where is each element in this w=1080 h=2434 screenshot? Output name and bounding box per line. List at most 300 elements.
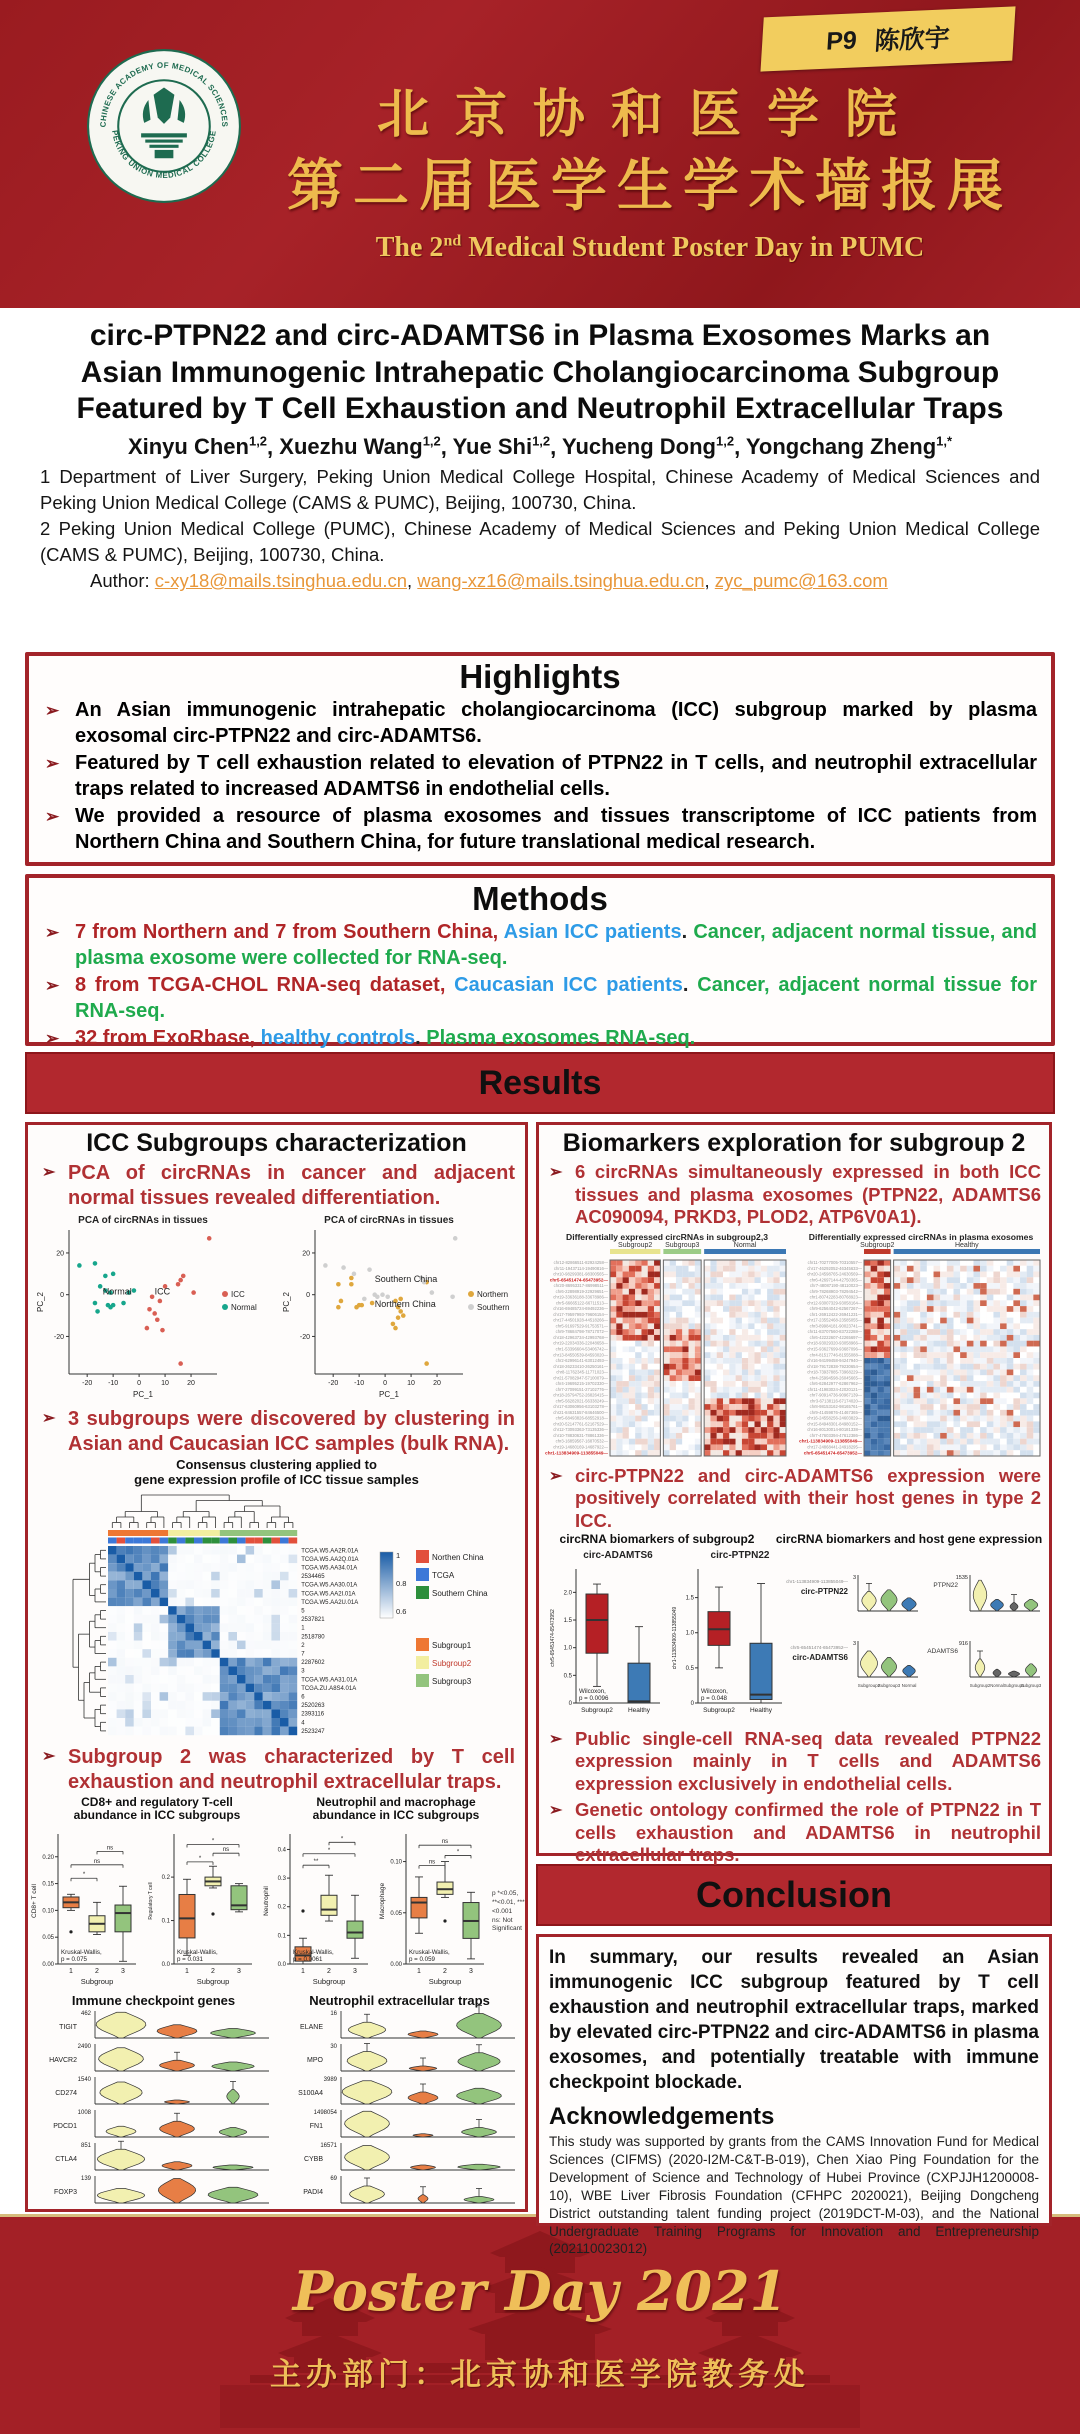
svg-text:1: 1 [301,1625,305,1632]
methods-title: Methods [472,880,608,917]
svg-text:-20: -20 [81,1380,92,1387]
contact-line [90,570,1044,592]
svg-text:0.5: 0.5 [685,1665,694,1672]
pca-region-plot [279,1212,521,1404]
bullet-arrow-icon: ➢ [45,701,60,720]
bullet-item [45,920,1037,971]
svg-text:chr1-113834909-113855049—: chr1-113834909-113855049— [545,1449,608,1455]
svg-text:0: 0 [305,1292,310,1300]
results-banner-label: Results [478,1064,602,1102]
author-list: Xinyu Chen$^{1,2}$, Xuezhu Wang$^{1,2}$, Yue Shi$^{1,2}$, Yucheng Dong$^{1,2}$, Yongchang Zheng$^{1,*}$ [127,433,953,460]
svg-text:Subgroup3: Subgroup3 [432,1676,472,1686]
svg-text:TCGA.W5.AA30.01A: TCGA.W5.AA30.01A [301,1582,358,1589]
right-bullet-circrnas: ➢ 6 circRNAs simultaneously expressed in both ICC tissues and plasma exosomes (PTPN22, ADAMTS6 AC090094, PRKD3, PLOD2, ATP6V0A1). [549,1161,1041,1228]
svg-text:chr20-24598765-24630569—: chr20-24598765-24630569— [807,1271,862,1277]
svg-text:chr19-33636188-33678986—: chr19-33636188-33678986— [553,1294,608,1300]
results-banner [25,1052,1055,1114]
svg-text:2393116: 2393116 [301,1711,325,1718]
svg-text:TCGA.W5.AA2R.01A: TCGA.W5.AA2R.01A [301,1548,359,1555]
svg-text:TIGIT: TIGIT [58,2024,77,2032]
svg-text:chr1-80742283-80768923—: chr1-80742283-80768923— [809,1294,862,1300]
svg-text:10: 10 [406,1380,415,1387]
bullet-arrow-icon: ➢ [549,1467,563,1485]
conclusion-text: In summary, our results revealed an Asian immunogenic ICC subgroup featured by T cell exhaustion and neutrophil extracellular traps, marked by elevated circ-PTPN22 and circ-ADAMTS6 in plasma exosomes, and potentially treatable with immune checkpoint blockade. [549,1947,1039,2094]
treg-svg [144,1822,256,1994]
svg-text:1: 1 [301,1968,305,1976]
svg-text:0.2: 0.2 [277,1904,286,1911]
svg-text:Southern China: Southern China [374,1274,437,1285]
svg-text:Kruskal-Wallis,: Kruskal-Wallis, [409,1949,450,1957]
svg-text:*: * [327,1848,331,1854]
svg-text:0.3: 0.3 [277,1876,286,1883]
svg-text:ICC: ICC [230,1290,245,1299]
footer-event-title: Poster Day 2021 [292,2259,788,2323]
svg-text:Subgroup2: Subgroup2 [860,1241,895,1249]
methods-section [25,874,1055,1050]
svg-text:3: 3 [469,1968,473,1976]
circ-ptpn22-boxplot [668,1547,786,1725]
svg-text:0: 0 [59,1292,64,1300]
footer-host-department: 主办部门：北京协和医学院教务处 [270,2357,810,2392]
svg-text:16: 16 [329,2011,337,2018]
svg-text:Wilcoxon,: Wilcoxon, [701,1687,728,1695]
svg-text:1: 1 [396,1550,401,1560]
svg-text:p = 0.075: p = 0.075 [61,1956,87,1964]
host-gene-caption: circRNA biomarkers and host gene expression [775,1532,1043,1547]
svg-text:7: 7 [301,1651,305,1658]
pca-figure-row [28,1212,525,1404]
svg-text:chr4-81517746-81555088—: chr4-81517746-81555088— [809,1351,862,1357]
svg-text:2.0: 2.0 [563,1589,572,1596]
svg-text:chr3-16859567-16870532—: chr3-16859567-16870532— [555,1438,608,1444]
svg-text:chr8-98153162-98165761—: chr8-98153162-98165761— [809,1403,862,1409]
svg-text:chr6-22898919-22929651—: chr6-22898919-22929651— [555,1288,608,1294]
svg-text:Subgroup: Subgroup [80,1977,114,1987]
bullet-arrow-icon: ➢ [45,976,60,996]
bullet-item [45,804,1037,855]
svg-text:chr17-46292052-46345633—: chr17-46292052-46345633— [807,1265,862,1271]
svg-text:0.2: 0.2 [161,1875,170,1882]
svg-text:2534465: 2534465 [301,1573,325,1580]
svg-text:Differentially expressed circR: Differentially expressed circRNAs in subgroup2,3 [565,1231,769,1242]
svg-text:Subgroup2: Subgroup2 [432,1658,472,1668]
svg-text:Normal: Normal [102,1286,132,1297]
bullet-arrow-icon: ➢ [549,1802,563,1820]
svg-text:2518780: 2518780 [301,1634,325,1641]
svg-text:0: 0 [690,1700,694,1707]
highlights-title: Highlights [459,658,621,695]
svg-text:chr17-23552468-23585055—: chr17-23552468-23585055— [807,1317,862,1323]
svg-text:CTLA4: CTLA4 [54,2156,77,2164]
svg-text:ICC: ICC [154,1286,170,1297]
svg-text:0.15: 0.15 [42,1881,54,1888]
svg-text:**: ** [313,1859,319,1866]
svg-text:0.05: 0.05 [390,1911,402,1918]
right-bullet-correlation: ➢ circ-PTPN22 and circ-ADAMTS6 expression were positively correlated with their host genes in type 2 ICC. [549,1464,1041,1531]
svg-text:1.5: 1.5 [685,1595,694,1602]
right-panel-title: Biomarkers exploration for subgroup 2 [562,1129,1026,1157]
logo-ring-top-text: CHINESE ACADEMY OF MEDICAL SCIENCES [98,60,230,128]
cd8-svg [28,1822,140,1994]
svg-text:Kruskal-Wallis,: Kruskal-Wallis, [177,1949,218,1957]
svg-text:0.4: 0.4 [277,1847,286,1854]
svg-text:*: * [198,1856,202,1863]
svg-text:chr19-22034336-22048658—: chr19-22034336-22048658— [553,1340,608,1346]
svg-text:PC_2: PC_2 [281,1291,291,1313]
svg-text:chr17-79597993-79606154—: chr17-79597993-79606154— [553,1311,608,1317]
svg-text:1535: 1535 [955,1574,968,1581]
svg-text:Southern China: Southern China [432,1588,488,1598]
consensus-caption: Consensus clustering applied to gene expression profile of ICC tissue samples [134,1457,419,1487]
svg-text:chr1-113834909-113855049: chr1-113834909-113855049 [672,1606,678,1669]
svg-text:chr1-113834909-113855049—: chr1-113834909-113855049— [799,1438,862,1444]
presenter-name: 陈欣宇 [873,24,951,56]
svg-text:FN1: FN1 [309,2123,323,2131]
bullet-arrow-icon: ➢ [549,1164,563,1181]
svg-text:Subgroup1: Subgroup1 [1003,1682,1025,1688]
svg-text:chr18-73937885-73968229—: chr18-73937885-73968229— [807,1369,862,1375]
svg-text:chr18-26794752-26826415—: chr18-26794752-26826415— [553,1392,608,1398]
email-link[interactable]: zyc_pumc@163.com [714,570,888,592]
bullet-arrow-icon: ➢ [45,807,60,827]
acknowledgements-text: This study was supported by grants from the CAMS Innovation Fund for Medical Sciences (CIFMS) (2020-I2M-C&T-B-019), Chen Xiao Ping Foundation for the Development of Science and Technology of Hubei Province (CXPJJH1200008-10), WBE Liver Fibrosis Foundation (CFHPC 2020021), Beijing Dongcheng District outstanding talent funding project (2019DCT-M-03), and the National Undergraduate Training Programs for Innovation and Entrepreneurship (202110023012) [549,2134,1039,2257]
macro-svg [376,1822,488,1994]
svg-text:0.10: 0.10 [390,1859,402,1866]
svg-text:Differentially expressed circR: Differentially expressed circRNAs in plasma exosomes [808,1231,1034,1242]
svg-text:chr19-14680169-14687922—: chr19-14680169-14687922— [553,1444,608,1450]
tcell-abundance-caption: CD8+ and regulatory T-cell abundance in ICC subgroups [73,1794,241,1823]
svg-text:Subgroup2: Subgroup2 [581,1706,613,1714]
de1-svg [542,1230,792,1462]
svg-text:chr5-65451474-65473952: chr5-65451474-65473952 [550,1608,556,1667]
right-bullet-ontology: ➢ Genetic ontology confirmed the role of PTPN22 in T cells exhaustion and ADAMTS6 in neutrophil extracellular traps. [549,1799,1041,1866]
svg-text:circ-ADAMTS6: circ-ADAMTS6 [792,1652,848,1662]
svg-text:chr12-73093363-73135336—: chr12-73093363-73135336— [553,1426,608,1432]
svg-text:chr10-78830631-78861336—: chr10-78830631-78861336— [553,1432,608,1438]
svg-text:chr18-79172838-79230654—: chr18-79172838-79230654— [807,1363,862,1369]
bullet-text: 32 from ExoRbase, healthy controls. Plasma exosomes RNA-seq. [75,1027,696,1050]
svg-text:-20: -20 [299,1333,310,1341]
svg-text:2: 2 [327,1968,331,1976]
left-bullet-clustering: ➢ 3 subgroups were discovered by clustering in Asian and Caucasian ICC samples (bulk RNA). [42,1408,515,1455]
svg-text:PCA of circRNAs in tissues: PCA of circRNAs in tissues [77,1215,208,1226]
abundance-boxplots-row [28,1822,525,1994]
host-gene-violin-plot [786,1547,1042,1725]
svg-text:1498054: 1498054 [313,2110,337,2117]
svg-text:20: 20 [55,1250,64,1258]
immune-checkpoint-caption: Immune checkpoint genes [71,1993,236,2009]
pca-tissues-plot [33,1212,275,1404]
svg-text:-20: -20 [327,1380,338,1387]
ridge-plots-row [28,2009,525,2225]
svg-text:chr16-80130014-80181338—: chr16-80130014-80181338— [807,1426,862,1432]
svg-text:circ-PTPN22: circ-PTPN22 [800,1586,848,1596]
svg-text:916: 916 [958,1640,968,1647]
results-right-panel [536,1122,1052,1866]
svg-text:-10: -10 [353,1380,364,1387]
svg-text:PC_1: PC_1 [378,1390,399,1399]
svg-text:chr3-67138116-67174020—: chr3-67138116-67174020— [809,1398,862,1404]
svg-text:chr6-62842977-62867962—: chr6-62842977-62867962— [809,1380,862,1386]
ptpn22_box-svg [668,1547,786,1725]
svg-text:chr13-84550539-84593020—: chr13-84550539-84593020— [553,1351,608,1357]
consensus-svg [28,1488,525,1742]
left-bullet-pca: ➢ PCA of circRNAs in cancer and adjacent normal tissues revealed differentiation. [42,1162,515,1209]
svg-text:circ-ADAMTS6: circ-ADAMTS6 [583,1549,653,1561]
svg-text:ELANE: ELANE [299,2024,323,2032]
biomarker-captions-row [539,1533,1049,1546]
svg-text:0.00: 0.00 [42,1962,54,1969]
bullet-item [45,751,1037,802]
immune-checkpoint-violin-plot [33,2009,275,2225]
svg-text:chr5-65451474-65473952—: chr5-65451474-65473952— [803,1449,862,1455]
svg-text:2523247: 2523247 [301,1728,325,1735]
significance-note: p *<0.05, **<0.01, ***<0.001 ns: Not Significant [492,1890,525,1933]
author: Xuezhu Wang$^{1,2}$ [279,433,441,460]
svg-text:Kruskal-Wallis,: Kruskal-Wallis, [293,1949,334,1957]
svg-text:Kruskal-Wallis,: Kruskal-Wallis, [61,1949,102,1957]
event-en-post: Medical Student Poster Day in PUMC [461,232,925,263]
svg-text:Wilcoxon,: Wilcoxon, [579,1687,606,1695]
bullet-arrow-icon: ➢ [42,1747,56,1765]
ridge-captions-row [28,1994,525,2009]
svg-text:0.1: 0.1 [161,1918,170,1925]
svg-text:*: * [82,1872,86,1879]
bullet-item [45,973,1037,1024]
de2-svg [796,1230,1046,1462]
pumc-logo [86,48,242,204]
svg-text:0.20: 0.20 [42,1855,54,1862]
bullet-arrow-icon: ➢ [45,1029,60,1049]
bullet-arrow-icon: ➢ [42,1410,56,1427]
svg-text:chr7-90914736-90967139—: chr7-90914736-90967139— [809,1392,862,1398]
pca1-svg [33,1212,275,1404]
svg-text:chr21-57082947-57100079—: chr21-57082947-57100079— [553,1375,608,1381]
svg-text:462: 462 [80,2011,91,2018]
svg-text:chr21-84631557-84646500—: chr21-84631557-84646500— [553,1409,608,1415]
svg-text:S100A4: S100A4 [297,2090,323,2098]
email-link[interactable]: wang-xz16@mails.tsinghua.edu.cn [417,570,705,592]
svg-text:circ-PTPN22: circ-PTPN22 [710,1549,770,1561]
svg-text:Subgroup1: Subgroup1 [432,1640,472,1650]
left-bullet-subgroup2: ➢ Subgroup 2 was characterized by T cell exhaustion and neutrophil extracellular traps. [42,1745,515,1793]
svg-text:Northen China: Northen China [432,1552,484,1562]
cd8-tcell-boxplot [28,1822,140,1994]
svg-text:*: * [211,1838,215,1845]
author: Yue Shi$^{1,2}$ [452,433,551,460]
svg-text:0: 0 [382,1380,387,1387]
affiliation-1: 1 Department of Liver Surgery, Peking Union Medical College Hospital, Chinese Academy of Medical Sciences and Peking Union Medical College (CAMS & PUMC), Beijing, 100730, China. [40,466,1040,513]
svg-text:Subgroup2: Subgroup2 [969,1682,991,1688]
svg-text:chr11-70277005-70310557—: chr11-70277005-70310557— [807,1259,862,1265]
de-circrna-tissue-heatmap [542,1230,792,1462]
svg-text:chr7-27099151-27102776—: chr7-27099151-27102776— [555,1386,608,1392]
svg-text:16571: 16571 [319,2143,337,2150]
svg-text:Subgroup: Subgroup [312,1977,346,1987]
svg-text:3: 3 [121,1968,125,1976]
contact-label: Author: [90,570,150,592]
ridge_icg-svg [33,2009,275,2225]
svg-text:TCGA.W5.AA2U.01A: TCGA.W5.AA2U.01A [301,1599,359,1606]
svg-text:chr5-65451474-65473952—: chr5-65451474-65473952— [790,1644,848,1650]
svg-text:Subgroup3: Subgroup3 [877,1682,901,1688]
bullet-arrow-icon: ➢ [42,1164,56,1181]
svg-text:TCGA.W5.AA34.01A: TCGA.W5.AA34.01A [301,1565,358,1572]
svg-text:1: 1 [417,1968,421,1976]
svg-text:chr15-84948301-84980152—: chr15-84948301-84980152— [807,1421,862,1427]
net-violin-plot [279,2009,521,2225]
svg-text:chr4-19695215-19702330—: chr4-19695215-19702330— [555,1380,608,1386]
svg-text:Normal: Normal [990,1682,1004,1688]
svg-text:Subgroup3: Subgroup3 [1020,1682,1042,1688]
svg-text:0.0: 0.0 [161,1962,170,1969]
svg-text:Subgroup2: Subgroup2 [703,1706,735,1714]
svg-text:chr9-41459876-41467365—: chr9-41459876-41467365— [809,1409,862,1415]
svg-text:Healthy: Healthy [627,1706,651,1714]
affiliation-2: 2 Peking Union Medical College (PUMC), Chinese Academy of Medical Sciences and Peking Union Medical College (CAMS & PUMC), Beijing, 100730, China. [40,518,1040,565]
svg-text:CD274: CD274 [54,2090,77,2098]
svg-text:6: 6 [301,1694,305,1701]
svg-text:chr5-91697529-91753571—: chr5-91697529-91753571— [555,1323,608,1329]
svg-text:0: 0 [136,1380,141,1387]
consensus-clustering-heatmap [28,1488,525,1742]
svg-text:ns: ns [106,1845,114,1852]
svg-text:chr7-47603394-47612386—: chr7-47603394-47612386— [809,1432,862,1438]
de-heatmaps-row [539,1230,1049,1462]
svg-text:chr12-82866511-82924258—: chr12-82866511-82924258— [553,1259,608,1265]
svg-text:3: 3 [852,1574,856,1581]
email-link[interactable]: c-xy18@mails.tsinghua.edu.cn [154,570,408,592]
svg-text:chr5-66665122-66711513—: chr5-66665122-66711513— [555,1300,608,1306]
bullet-item [45,698,1037,749]
svg-text:p = 0.0096: p = 0.0096 [579,1694,609,1702]
svg-text:p = 0.0061: p = 0.0061 [293,1956,323,1964]
svg-text:TCGA: TCGA [432,1570,455,1580]
header-event-name-cn: 第二届医学生学术墙报展 [287,153,1013,219]
poster-id-badge [760,6,1015,71]
right-bullet-singlecell: ➢ Public single-cell RNA-seq data revealed PTPN22 expression mainly in T cells and ADAMTS6 expression exclusively in endothelial cells. [549,1727,1041,1794]
svg-text:chr16-24558256-24603829—: chr16-24558256-24603829— [807,1415,862,1421]
logo-ring-bottom-text: PEKING UNION MEDICAL COLLEGE [110,129,218,181]
svg-text:3: 3 [237,1968,241,1976]
svg-text:chr17-24868441-24918295—: chr17-24868441-24918295— [807,1444,862,1450]
svg-text:20: 20 [432,1380,441,1387]
svg-text:2: 2 [443,1968,447,1976]
svg-text:chr6-42222607-42265697—: chr6-42222607-42265697— [809,1334,862,1340]
svg-text:chr6-42697144-42750365—: chr6-42697144-42750365— [809,1277,862,1283]
svg-text:Normal: Normal [733,1241,757,1249]
svg-text:chr5-68493826-68552918—: chr5-68493826-68552918— [555,1415,608,1421]
svg-text:Healthy: Healthy [954,1241,979,1249]
svg-text:851: 851 [80,2143,91,2150]
poster-title: circ-PTPN22 and circ-ADAMTS6 in Plasma Exosomes Marks an Asian Immunogenic Intrahepatic Cholangiocarcinoma Subgroup Featured by T Cell Exhaustion and Neutrophil Extracellular Traps [76,319,1004,426]
svg-text:Normal: Normal [230,1303,257,1312]
results-right-column [536,1122,1052,2257]
svg-text:1: 1 [69,1968,73,1976]
svg-text:chr11-41983024-42020121—: chr11-41983024-42020121— [807,1386,862,1392]
svg-text:Normal: Normal [901,1682,917,1688]
svg-text:2: 2 [95,1968,99,1976]
svg-text:ns: ns [428,1859,436,1866]
svg-text:5: 5 [301,1608,305,1615]
de-circrna-plasma-heatmap [796,1230,1046,1462]
svg-text:chr11-19437114-19490816—: chr11-19437114-19490816— [553,1265,608,1271]
ridge_net-svg [279,2009,521,2225]
svg-text:chr18-93029320-93058966—: chr18-93029320-93058966— [807,1340,862,1346]
svg-text:-20: -20 [53,1333,64,1341]
svg-text:30: 30 [329,2044,337,2051]
svg-text:TCGA.W5.AA2I.01A: TCGA.W5.AA2I.01A [301,1591,356,1598]
event-en-pre: The 2 [375,232,444,263]
svg-text:chr4-25994598-26045665—: chr4-25994598-26045665— [809,1375,862,1381]
header-event-name-en [250,232,1050,264]
author: Yucheng Dong$^{1,2}$ [561,433,735,460]
svg-text:chr8-11762345-11771023—: chr8-11762345-11771023— [556,1369,608,1375]
svg-text:1: 1 [185,1968,189,1976]
contact-emails: c-xy18@mails.tsinghua.edu.cn, wang-xz16@mails.tsinghua.edu.cn, zyc_pumc@163.com [154,570,888,592]
svg-text:PADI4: PADI4 [302,2189,323,2197]
svg-text:chr5-56282021-56338249—: chr5-56282021-56338249— [555,1398,608,1404]
svg-text:chr1-53396604-53406742—: chr1-53396604-53406742— [555,1346,608,1352]
svg-text:p = 0.031: p = 0.031 [177,1956,203,1964]
left-panel-title: ICC Subgroups characterization [86,1129,467,1157]
svg-text:p = 0.059: p = 0.059 [409,1956,435,1964]
svg-text:2520263: 2520263 [301,1702,325,1709]
bullet-arrow-icon: ➢ [45,754,60,774]
neutrophil-boxplot [260,1822,372,1994]
svg-text:CYBB: CYBB [303,2156,323,2164]
conclusion-banner [536,1864,1052,1926]
author: Xinyu Chen$^{1,2}$ [127,433,268,460]
svg-text:chr11-83707560-83722288—: chr11-83707560-83722288— [807,1328,862,1334]
conclusion-section [536,1934,1052,2257]
svg-text:chr20-86953317-86998511—: chr20-86953317-86998511— [553,1282,608,1288]
svg-text:PTPN22: PTPN22 [933,1581,958,1589]
svg-text:3: 3 [852,1640,856,1647]
svg-text:MPO: MPO [306,2057,323,2065]
svg-text:chr16-69485724-69492236—: chr16-69485724-69492236— [553,1305,608,1311]
svg-text:Macrophage: Macrophage [379,1883,386,1920]
poster-number: P9 [825,25,858,56]
svg-text:1.0: 1.0 [685,1630,694,1637]
svg-text:Subgroup: Subgroup [428,1977,462,1987]
svg-text:chr16-94199458-94247940—: chr16-94199458-94247940— [807,1357,862,1363]
svg-text:Subgroup3: Subgroup3 [665,1241,700,1249]
svg-text:chr1-113834909-113855049—: chr1-113834909-113855049— [786,1578,848,1584]
svg-text:2537821: 2537821 [301,1616,325,1623]
svg-text:2: 2 [211,1968,215,1976]
svg-text:chr18-26233410-26250161—: chr18-26233410-26250161— [553,1363,608,1369]
regulatory-tcell-boxplot [144,1822,256,1994]
svg-text:chr20-52147761-52167529—: chr20-52147761-52167529— [553,1421,608,1427]
svg-text:chr5-65451474-65473952—: chr5-65451474-65473952— [549,1277,608,1283]
svg-text:chr12-93007329-93058164—: chr12-93007329-93058164— [807,1300,862,1306]
svg-text:chr17-63060956-63103278—: chr17-63060956-63103278— [553,1403,608,1409]
event-en-sup: nd [443,232,462,250]
bullet-arrow-icon: ➢ [549,1730,563,1748]
svg-text:ns: ns [441,1839,449,1846]
acknowledgements-title: Acknowledgements [549,2103,775,2131]
highlights-list [29,698,1051,862]
neutrophil-abundance-caption: Neutrophil and macrophage abundance in ICC subgroups [312,1794,480,1823]
svg-text:Northern: Northern [476,1290,508,1299]
svg-text:PC_2: PC_2 [35,1291,45,1313]
header-banner [0,0,1080,308]
svg-text:20: 20 [186,1380,195,1387]
bullet-item [45,1026,1037,1052]
svg-text:chr7-48087190-48110023—: chr7-48087190-48110023— [809,1282,862,1288]
svg-text:ns: ns [93,1859,101,1866]
